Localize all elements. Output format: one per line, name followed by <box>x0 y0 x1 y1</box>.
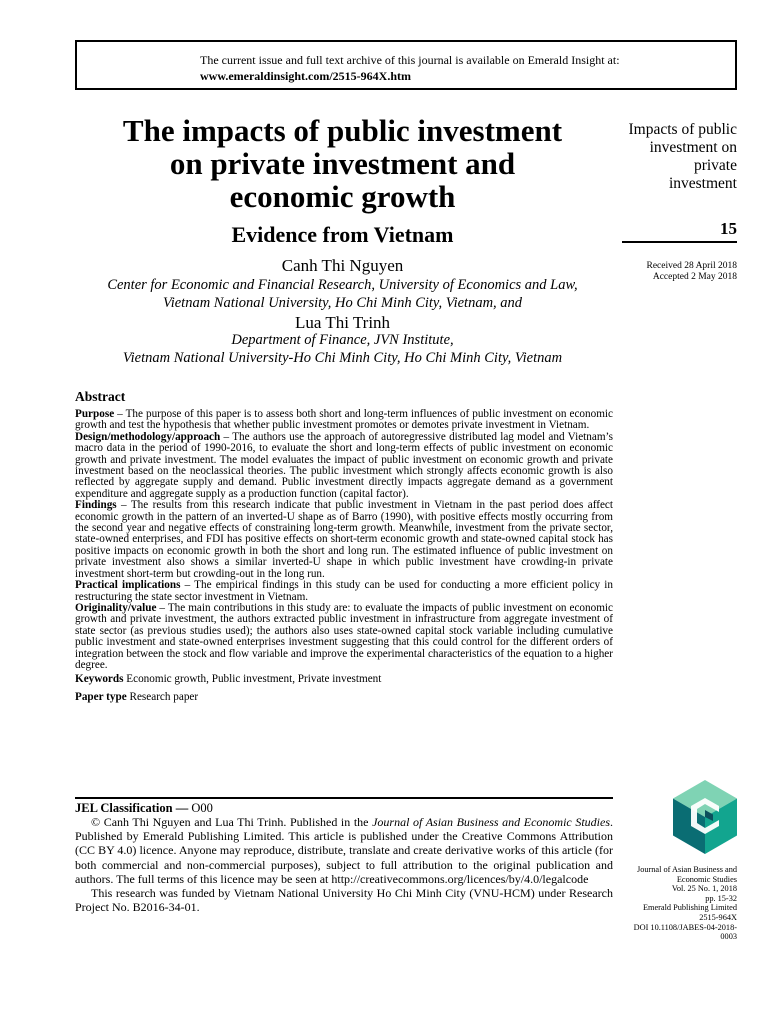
paper-type: Paper type Research paper <box>75 690 199 703</box>
abstract-section <box>75 389 613 703</box>
doi-link[interactable]: DOI 10.1108/JABES-04-2018-0003 <box>633 922 737 942</box>
abstract-design: Design/methodology/approach – The authors use the approach of autoregressive distributed lag model and Vietnam’s macro data in the period of 1990-2016, to evaluate the short and long-term effects of public investment on economic growth and private investment. The model evaluates the impact of public investment on economic growth and private investment based on the neoclassical theories. The public investment which strongly affects economic growth is also reflected by aggregate supply and demand. Public investment directly impacts aggregate demand as a government expenditure and aggregate supply as a production function (capital factor). <box>75 430 613 500</box>
access-notice: The current issue and full text archive of this journal is available on Emerald Insight at: <box>200 53 620 67</box>
author-affiliation-2: Department of Finance, JVN Institute, Vietnam National University-Ho Chi Minh City, Ho Chi Minh City, Vietnam <box>122 332 563 366</box>
journal-citation-info: Journal of Asian Business and Economic Studies Vol. 25 No. 1, 2018 pp. 15-32 Emerald Publishing Limited 2515-964X DOI 10.1108/JABES-04-2018-0003 <box>633 865 737 942</box>
author-affiliation-1: Center for Economic and Financial Research, University of Economics and Law, Vietnam National University, Ho Chi Minh City, Vietnam, and <box>107 277 578 311</box>
license-text: © Canh Thi Nguyen and Lua Thi Trinh. Published in the Journal of Asian Business and Economic Studies. Published by Emerald Publishing Limited. This article is published under the Creative Commons Attribution (CC BY 4.0) licence. Anyone may reproduce, distribute, translate and create derivative works of this article (for both commercial and non-commercial purposes), subject to full attribution to the original publication and authors. The full terms of this licence may be seen at http://creativecommons.org/licences/by/4.0/legalcode <box>75 815 613 886</box>
abstract-purpose: Purpose – The purpose of this paper is to assess both short and long-term influences of public investment on economic growth and test the hypothesis that whether public investment promotes or demotes private investment in Vietnam. <box>75 408 613 432</box>
funding-text: This research was funded by Vietnam National University Ho Chi Minh City (VNU-HCM) under Research Project No. B2016-34-01. <box>75 886 613 915</box>
abstract-heading: Abstract <box>75 389 126 404</box>
emerald-hexagon-logo-icon <box>673 780 737 854</box>
page-number: 15 <box>720 219 737 238</box>
article-title <box>75 114 610 213</box>
abstract-originality: Originality/value – The main contributions in this study are: to evaluate the impacts of public investment on economic growth and private investment, the authors extracted public investment in infrastructure from aggregate investment of state sector (as previous studies used); the authors also uses state-owned capital stock variable including cumulative public investment and state-owned enterprises investment suggesting that this could control for the different orders of integration between the stock and flow variable and improve the experimental characteristics of the equation to a higher degree. <box>75 601 613 671</box>
jel-classification: JEL Classification — O00 <box>75 801 213 815</box>
license-notes <box>75 815 613 914</box>
journal-url-link[interactable]: www.emeraldinsight.com/2515-964X.htm <box>200 69 411 83</box>
article-subtitle: Evidence from Vietnam <box>231 222 454 247</box>
title-line-1: The impacts of public investment <box>122 113 563 148</box>
author-name-2: Lua Thi Trinh <box>294 313 391 332</box>
keywords: Keywords Economic growth, Public investment, Private investment <box>75 673 382 686</box>
section-divider <box>75 797 613 799</box>
abstract-findings: Findings – The results from this research indicate that public investment in Vietnam in the past period does affect economic growth in the pattern of an inverted-U shape as of Barro (1990), with positive effects mostly occurring from the second year and negative effects of constraining long-term growth. Meanwhile, investment from the private sector, state-owned enterprises, and FDI has positive effects on short-term economic growth and state-owned capital stock has positive impacts on economic growth in both the short and long run. The estimated influence of public investment on private investment also shows a similar inverted-U shape in which public investment have crowding-in private investment short-term but crowding-out in the long run. <box>75 499 613 580</box>
received-date: Received 28 April 2018 <box>646 261 737 271</box>
article-dates <box>618 261 737 283</box>
abstract-practical: Practical implications – The empirical findings in this study can be used for conducting a more efficient policy in restructuring the state sector investment in Vietnam. <box>75 579 613 603</box>
running-title: Impacts of public investment on private investment <box>628 121 737 192</box>
author-name-1: Canh Thi Nguyen <box>281 256 404 275</box>
sidebar-divider <box>622 241 737 243</box>
title-line-3: economic growth <box>229 179 456 214</box>
title-line-2: on private investment and <box>169 146 516 181</box>
journal-access-box <box>75 40 737 90</box>
accepted-date: Accepted 2 May 2018 <box>652 272 737 282</box>
